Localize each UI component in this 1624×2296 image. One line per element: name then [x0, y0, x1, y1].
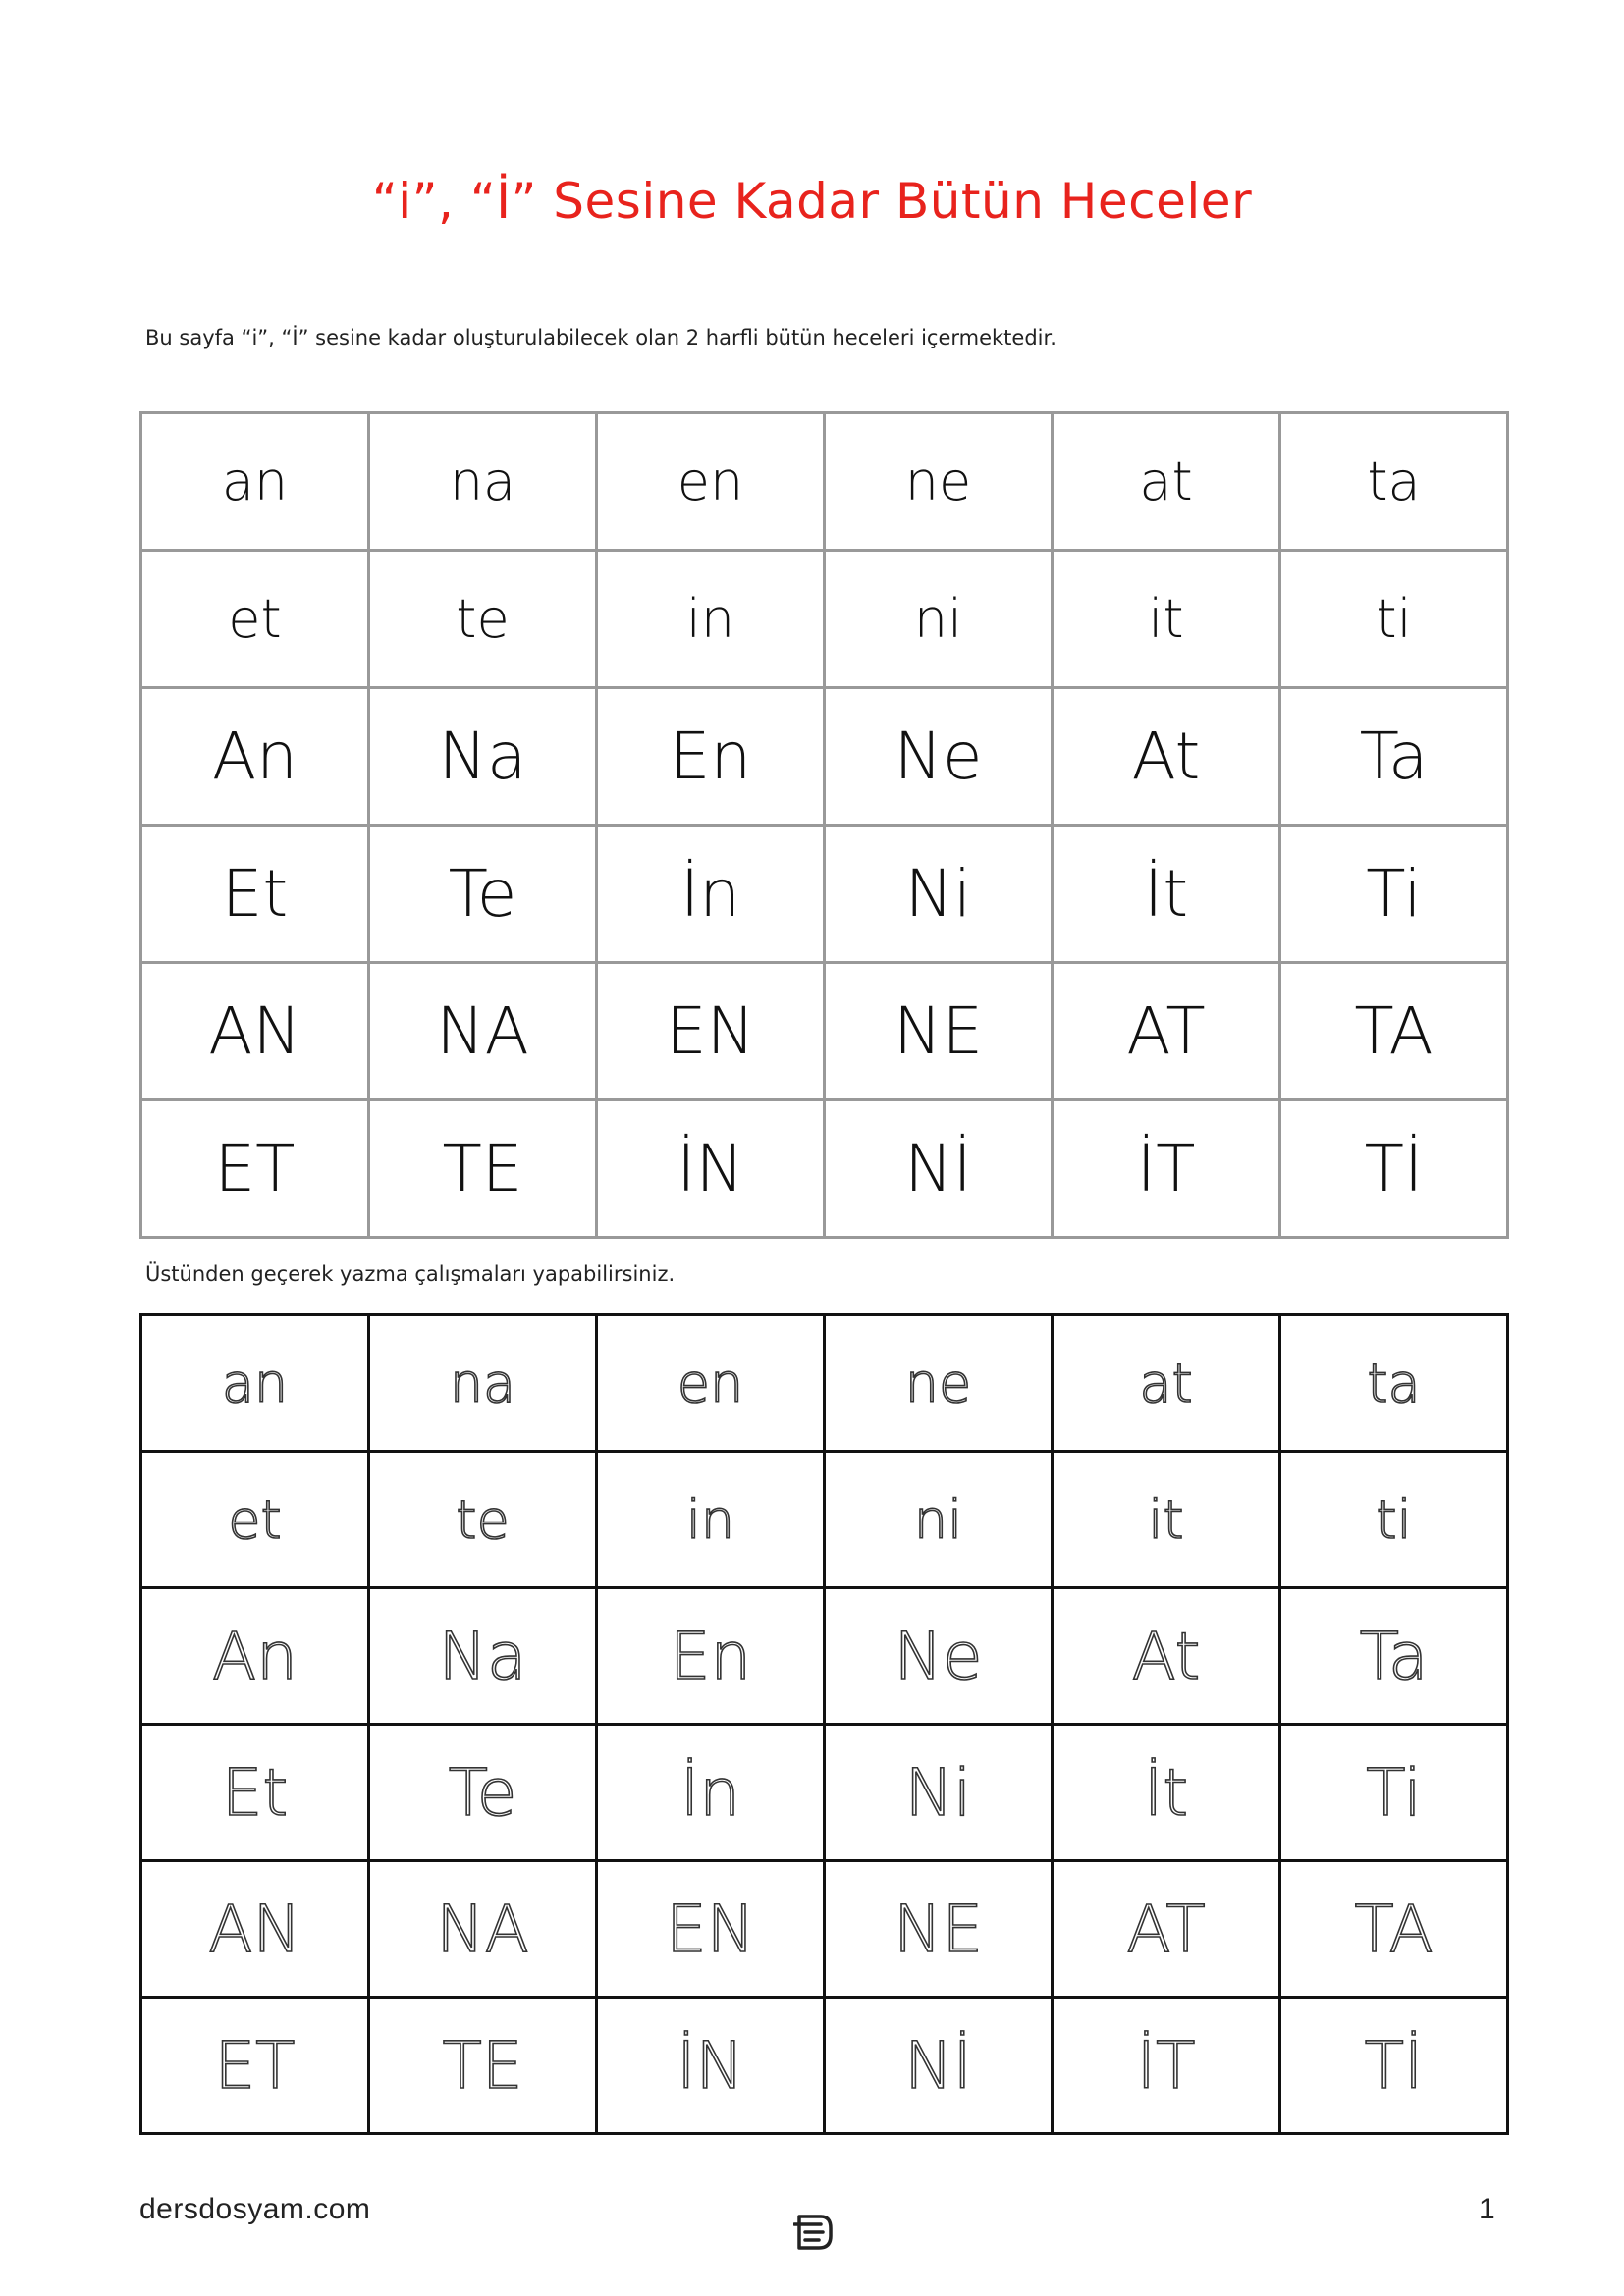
- tracing-cell: [1053, 1452, 1280, 1588]
- syllable-cell: An: [141, 688, 369, 826]
- tracing-cell: [1280, 1452, 1508, 1588]
- tracing-cell: [597, 1998, 825, 2134]
- trace-syllable: at: [1139, 1352, 1193, 1415]
- table-row: [141, 551, 1508, 688]
- tracing-cell: [597, 1588, 825, 1725]
- trace-syllable: TE: [442, 2027, 523, 2104]
- tracing-cell: [597, 1861, 825, 1998]
- trace-syllable: Et: [221, 1754, 289, 1831]
- tracing-cell: [141, 1315, 369, 1452]
- syllable-cell: Et: [141, 826, 369, 963]
- syllable-cell: Nİ: [825, 1100, 1053, 1238]
- trace-syllable: an: [221, 1352, 289, 1415]
- syllable-cell: At: [1053, 688, 1280, 826]
- trace-syllable: İn: [679, 1754, 741, 1831]
- trace-syllable: İt: [1143, 1754, 1189, 1831]
- syllable-cell: İt: [1053, 826, 1280, 963]
- syllable-cell: ta: [1280, 413, 1508, 551]
- trace-syllable: Ta: [1359, 1618, 1429, 1694]
- syllable-cell: Ni: [825, 826, 1053, 963]
- trace-syllable: ti: [1376, 1488, 1412, 1551]
- table-row: [141, 963, 1508, 1100]
- document-lines-icon: [793, 2213, 837, 2252]
- table-row: [141, 1725, 1508, 1861]
- tracing-cell: [141, 1861, 369, 1998]
- tracing-cell: [141, 1998, 369, 2134]
- table-row: [141, 1452, 1508, 1588]
- table-row: [141, 1315, 1508, 1452]
- tracing-instruction: Üstünden geçerek yazma çalışmaları yapabilirsiniz.: [145, 1262, 676, 1286]
- trace-syllable: it: [1148, 1488, 1184, 1551]
- tracing-cell: [1053, 1861, 1280, 1998]
- trace-syllable: in: [685, 1488, 735, 1551]
- trace-syllable: Tİ: [1364, 2027, 1424, 2104]
- tracing-cell: [369, 1861, 597, 1998]
- trace-syllable: Te: [448, 1754, 517, 1831]
- intro-text: Bu sayfa “i”, “İ” sesine kadar oluşturulabilecek olan 2 harfli bütün heceleri içermektedir.: [145, 326, 1056, 349]
- syllable-cell: te: [369, 551, 597, 688]
- tracing-cell: [369, 1998, 597, 2134]
- syllable-cell: Ti: [1280, 826, 1508, 963]
- syllable-cell: Ta: [1280, 688, 1508, 826]
- tracing-cell: [597, 1452, 825, 1588]
- syllable-cell: İn: [597, 826, 825, 963]
- trace-syllable: Ti: [1366, 1754, 1422, 1831]
- syllable-cell: at: [1053, 413, 1280, 551]
- trace-syllable: Na: [438, 1618, 527, 1694]
- syllable-cell: İT: [1053, 1100, 1280, 1238]
- trace-syllable: ta: [1367, 1352, 1421, 1415]
- syllable-cell: ni: [825, 551, 1053, 688]
- syllable-cell: na: [369, 413, 597, 551]
- trace-syllable: te: [456, 1488, 510, 1551]
- tracing-cell: [825, 1861, 1053, 1998]
- table-row: [141, 1861, 1508, 1998]
- tracing-cell: [1053, 1998, 1280, 2134]
- tracing-cell: [825, 1725, 1053, 1861]
- tracing-cell: [825, 1588, 1053, 1725]
- tracing-cell: [825, 1315, 1053, 1452]
- footer-site-link[interactable]: dersdosyam.com: [139, 2193, 371, 2225]
- trace-syllable: TA: [1354, 1891, 1434, 1967]
- tracing-cell: [597, 1315, 825, 1452]
- tracing-cell: [1053, 1588, 1280, 1725]
- syllable-cell: NA: [369, 963, 597, 1100]
- tracing-cell: [141, 1725, 369, 1861]
- syllable-cell: in: [597, 551, 825, 688]
- syllable-cell: it: [1053, 551, 1280, 688]
- syllable-cell: NE: [825, 963, 1053, 1100]
- syllable-cell: Te: [369, 826, 597, 963]
- trace-syllable: NE: [893, 1891, 984, 1967]
- trace-syllable: En: [669, 1618, 752, 1694]
- trace-syllable: EN: [665, 1891, 756, 1967]
- tracing-cell: [369, 1315, 597, 1452]
- syllable-cell: İN: [597, 1100, 825, 1238]
- syllable-cell: Na: [369, 688, 597, 826]
- syllable-table: [139, 411, 1509, 1239]
- tracing-cell: [369, 1452, 597, 1588]
- syllable-cell: ET: [141, 1100, 369, 1238]
- trace-syllable: AT: [1126, 1891, 1206, 1967]
- trace-syllable: İN: [677, 2027, 744, 2104]
- trace-syllable: İT: [1136, 2027, 1196, 2104]
- tracing-table: [139, 1313, 1509, 2135]
- syllable-cell: EN: [597, 963, 825, 1100]
- tracing-cell: [825, 1998, 1053, 2134]
- trace-syllable: Nİ: [904, 2027, 972, 2104]
- page-title: “i”, “İ” Sesine Kadar Bütün Heceler: [371, 173, 1253, 230]
- syllable-cell: En: [597, 688, 825, 826]
- table-row: [141, 688, 1508, 826]
- syllable-cell: ne: [825, 413, 1053, 551]
- trace-syllable: An: [212, 1618, 298, 1694]
- page-number: 1: [1479, 2193, 1495, 2225]
- tracing-cell: [141, 1452, 369, 1588]
- tracing-cell: [141, 1588, 369, 1725]
- trace-syllable: et: [228, 1488, 282, 1551]
- trace-syllable: Ne: [893, 1618, 983, 1694]
- trace-syllable: ni: [913, 1488, 963, 1551]
- trace-syllable: At: [1131, 1618, 1201, 1694]
- syllable-cell: Ne: [825, 688, 1053, 826]
- syllable-cell: an: [141, 413, 369, 551]
- syllable-cell: TE: [369, 1100, 597, 1238]
- trace-syllable: na: [449, 1352, 516, 1415]
- trace-syllable: AN: [208, 1891, 301, 1967]
- trace-syllable: ET: [214, 2027, 296, 2104]
- tracing-cell: [1053, 1315, 1280, 1452]
- tracing-cell: [1280, 1588, 1508, 1725]
- syllable-cell: TA: [1280, 963, 1508, 1100]
- table-row: [141, 1998, 1508, 2134]
- tracing-cell: [369, 1725, 597, 1861]
- tracing-cell: [597, 1725, 825, 1861]
- tracing-cell: [369, 1588, 597, 1725]
- trace-syllable: en: [677, 1352, 744, 1415]
- tracing-cell: [1280, 1725, 1508, 1861]
- trace-syllable: Ni: [904, 1754, 972, 1831]
- trace-syllable: ne: [904, 1352, 972, 1415]
- table-row: [141, 826, 1508, 963]
- tracing-cell: [1280, 1861, 1508, 1998]
- table-row: [141, 1588, 1508, 1725]
- syllable-cell: AT: [1053, 963, 1280, 1100]
- tracing-cell: [1053, 1725, 1280, 1861]
- syllable-cell: AN: [141, 963, 369, 1100]
- syllable-cell: ti: [1280, 551, 1508, 688]
- tracing-cell: [825, 1452, 1053, 1588]
- syllable-cell: Tİ: [1280, 1100, 1508, 1238]
- syllable-cell: et: [141, 551, 369, 688]
- table-row: [141, 413, 1508, 551]
- tracing-cell: [1280, 1315, 1508, 1452]
- trace-syllable: NA: [436, 1891, 529, 1967]
- tracing-cell: [1280, 1998, 1508, 2134]
- syllable-cell: en: [597, 413, 825, 551]
- table-row: [141, 1100, 1508, 1238]
